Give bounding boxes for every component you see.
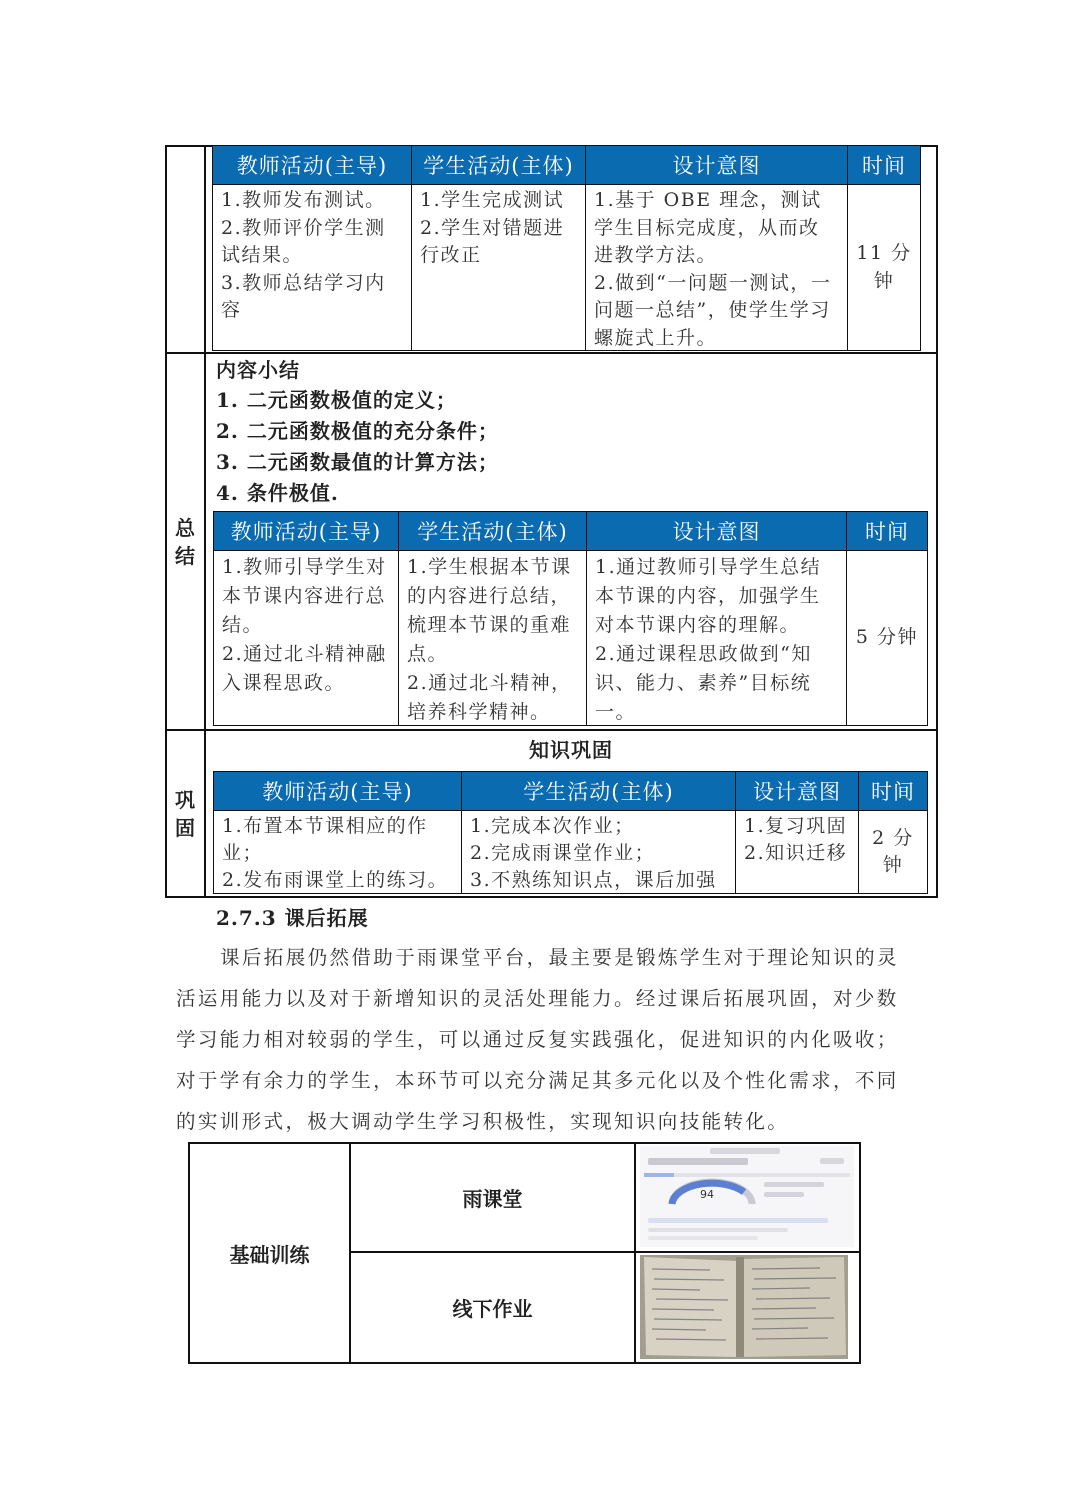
outer-left-border bbox=[165, 145, 167, 898]
outer-right-border bbox=[936, 145, 938, 898]
summary-student-1: 1.学生根据本节课的内容进行总结，梳理本节课的重难点。 bbox=[407, 556, 572, 665]
consolidate-time-cell bbox=[858, 811, 928, 894]
consolidate-header-time: 时间 bbox=[858, 771, 928, 811]
summary-teacher-cell bbox=[213, 551, 399, 726]
consolidate-student-1: 1.完成本次作业； bbox=[470, 815, 635, 837]
consolidate-title: 知识巩固 bbox=[529, 738, 613, 762]
consolidate-teacher-1: 1.布置本节课相应的作业； bbox=[222, 815, 428, 864]
consolidate-header-student: 学生活动(主体) bbox=[461, 771, 736, 811]
summary-teacher-2: 2.通过北斗精神融入课程思政。 bbox=[222, 643, 387, 694]
test-design-cell bbox=[585, 185, 848, 351]
training-border-bottom bbox=[188, 1362, 861, 1364]
consolidate-student-cell bbox=[461, 811, 736, 894]
summary-student-cell bbox=[398, 551, 587, 726]
summary-point-2: 2. 二元函数极值的充分条件； bbox=[216, 419, 499, 443]
consolidate-time: 2 分钟 bbox=[872, 827, 914, 876]
summary-teacher-1: 1.教师引导学生对本节课内容进行总结。 bbox=[222, 556, 387, 636]
summary-design-1: 1.通过教师引导学生总结本节课的内容，加强学生对本节课内容的理解。 bbox=[595, 556, 822, 636]
outer-bottom-border bbox=[165, 896, 938, 898]
training-border-right bbox=[859, 1142, 861, 1364]
test-time-cell bbox=[847, 185, 921, 351]
header-student: 学生活动(主体) bbox=[411, 145, 586, 185]
summary-header-student: 学生活动(主体) bbox=[398, 511, 587, 551]
section-paragraph bbox=[176, 937, 904, 1142]
consolidate-student-2: 2.完成雨课堂作业； bbox=[470, 842, 656, 864]
summary-time: 5 分钟 bbox=[855, 626, 919, 649]
yuketang-screenshot bbox=[640, 1146, 854, 1247]
summary-header-design: 设计意图 bbox=[586, 511, 847, 551]
summary-title: 内容小结 bbox=[216, 358, 300, 382]
summary-point-3: 3. 二元函数最值的计算方法； bbox=[216, 450, 499, 474]
test-design-1: 1.基于 OBE 理念，测试学生目标完成度，从而改进教学方法。 bbox=[594, 189, 822, 266]
consolidate-design-cell bbox=[735, 811, 859, 894]
consolidate-side-label: 巩固 bbox=[175, 788, 195, 840]
header-design: 设计意图 bbox=[585, 145, 848, 185]
summary-point-1: 1. 二元函数极值的定义； bbox=[216, 388, 457, 412]
test-student-2: 2.学生对错题进行改正 bbox=[420, 216, 565, 266]
consolidate-teacher-cell bbox=[213, 811, 462, 894]
row-divider-2 bbox=[165, 729, 938, 731]
summary-point-4: 4. 条件极值. bbox=[216, 481, 339, 505]
consolidate-header-design: 设计意图 bbox=[735, 771, 859, 811]
training-row-offline: 线下作业 bbox=[452, 1297, 533, 1321]
section-paragraph-text: 课后拓展仍然借助于雨课堂平台，最主要是锻炼学生对于理论知识的灵活运用能力以及对于新增知识的灵活处理能力。经过课后拓展巩固，对少数学习能力相对较弱的学生，可以通过反复实践强化，促进知识的内化吸收；对于学有余力的学生，本环节可以充分满足其多元化以及个性化需求，不同的实训形式，极大调动学生学习积极性，实现知识向技能转化。 bbox=[176, 946, 899, 1133]
consolidate-design-2: 2.知识迁移 bbox=[744, 842, 848, 864]
test-design-2: 2.做到“一问题一测试，一问题一总结”，使学生学习螺旋式上升。 bbox=[594, 271, 832, 349]
consolidate-teacher-2: 2.发布雨课堂上的练习。 bbox=[222, 869, 449, 891]
training-col-divider-2 bbox=[634, 1142, 636, 1364]
summary-header-time: 时间 bbox=[846, 511, 928, 551]
row-divider-1 bbox=[165, 352, 938, 354]
summary-design-cell bbox=[586, 551, 847, 726]
consolidate-design-1: 1.复习巩固 bbox=[744, 815, 848, 837]
side-column-border bbox=[204, 145, 206, 898]
header-teacher: 教师活动(主导) bbox=[212, 145, 412, 185]
test-student-cell bbox=[411, 185, 586, 351]
test-teacher-cell bbox=[212, 185, 412, 351]
summary-header-teacher: 教师活动(主导) bbox=[213, 511, 399, 551]
section-heading: 2.7.3 课后拓展 bbox=[216, 906, 369, 930]
test-teacher-3: 3.教师总结学习内容 bbox=[221, 271, 386, 321]
training-label: 基础训练 bbox=[229, 1242, 310, 1267]
summary-side-label: 总结 bbox=[175, 516, 195, 568]
summary-student-2: 2.通过北斗精神，培养科学精神。 bbox=[407, 672, 572, 723]
summary-time-cell bbox=[846, 551, 928, 726]
header-time: 时间 bbox=[847, 145, 921, 185]
yuketang-score: 94 bbox=[700, 1188, 714, 1201]
homework-photo bbox=[640, 1255, 848, 1359]
test-teacher-1: 1.教师发布测试。 bbox=[221, 189, 386, 211]
summary-design-2: 2.通过课程思政做到“知识、能力、素养”目标统一。 bbox=[595, 643, 812, 723]
training-row-yuketang: 雨课堂 bbox=[462, 1187, 523, 1211]
test-student-1: 1.学生完成测试 bbox=[420, 189, 565, 211]
test-teacher-2: 2.教师评价学生测试结果。 bbox=[221, 216, 386, 266]
consolidate-header-teacher: 教师活动(主导) bbox=[213, 771, 462, 811]
test-time: 11 分钟 bbox=[856, 242, 912, 292]
consolidate-student-3: 3.不熟练知识点，课后加强 bbox=[470, 869, 717, 891]
summary-points bbox=[216, 385, 499, 509]
